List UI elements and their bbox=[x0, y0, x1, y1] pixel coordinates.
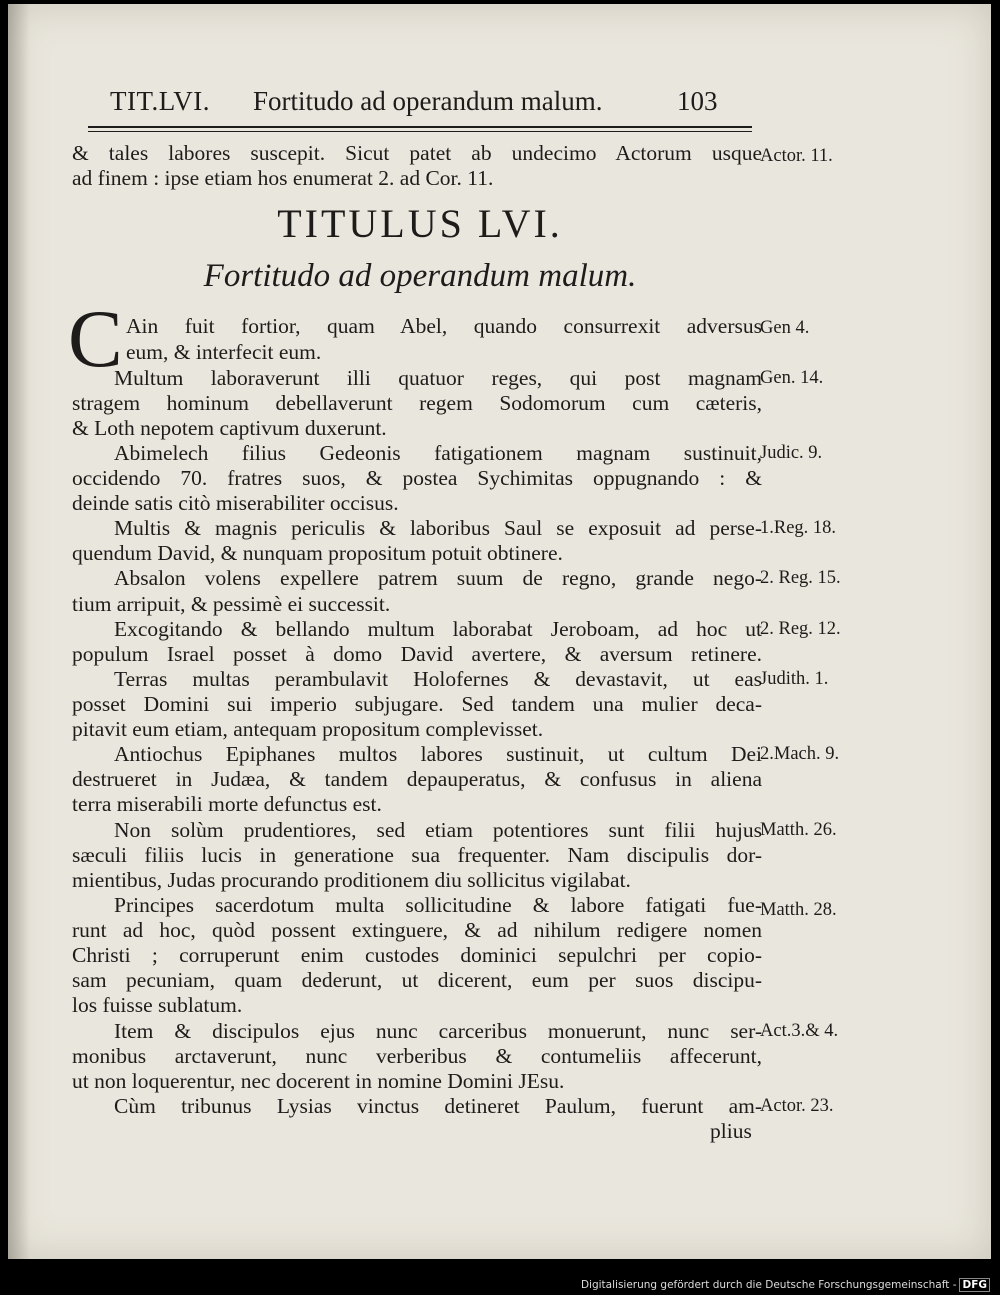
margin-note: Act.3.& 4. bbox=[760, 1021, 839, 1041]
text-line: Ain fuit fortior, quam Abel, quando consurrexit adversus bbox=[126, 314, 762, 338]
text-line: tium arripuit, & pessimè ei successit. bbox=[72, 592, 391, 616]
text-line: mientibus, Judas procurando proditionem diu sollicitus vigilabat. bbox=[72, 868, 631, 892]
digitization-credit bbox=[581, 1279, 990, 1291]
margin-note: Actor. 23. bbox=[760, 1096, 834, 1116]
text-line: pitavit eum etiam, antequam propositum complevisset. bbox=[72, 717, 544, 741]
margin-note: Matth. 26. bbox=[760, 820, 837, 840]
margin-note: 2. Reg. 15. bbox=[760, 568, 841, 588]
margin-note: Matth. 28. bbox=[760, 900, 837, 920]
margin-note: 2. Reg. 12. bbox=[760, 619, 841, 639]
text-line: Multis & magnis periculis & laboribus Saul se exposuit ad perse- bbox=[114, 516, 762, 540]
text-line: eum, & interfecit eum. bbox=[126, 340, 322, 364]
margin-note: Judith. 1. bbox=[760, 669, 829, 689]
text-line: terra miserabili morte defunctus est. bbox=[72, 792, 382, 816]
running-header bbox=[110, 82, 750, 122]
page-number: 103 bbox=[677, 86, 718, 116]
margin-note: 1.Reg. 18. bbox=[760, 518, 837, 538]
header-rule-thin bbox=[88, 131, 752, 132]
margin-note: Gen 4. bbox=[760, 318, 810, 338]
section-title: TITULUS LVI. bbox=[277, 201, 563, 246]
text-line: los fuisse sublatum. bbox=[72, 993, 243, 1017]
catchword: plius bbox=[710, 1119, 752, 1143]
text-line: Absalon volens expellere patrem suum de regno, grande nego- bbox=[114, 566, 762, 590]
text-line: posset Domini sui imperio subjugare. Sed tandem una mulier deca- bbox=[72, 692, 762, 716]
text-line: & Loth nepotem captivum duxerunt. bbox=[72, 416, 387, 440]
binding-shadow bbox=[8, 4, 30, 1259]
running-title-prefix: TIT.LVI. bbox=[110, 86, 210, 116]
margin-note: Gen. 14. bbox=[760, 368, 824, 388]
text-line: Christi ; corruperunt enim custodes dominici sepulchri per copio- bbox=[72, 943, 762, 967]
dfg-logo: DFG bbox=[959, 1278, 990, 1292]
text-line: sæculi filiis lucis in generatione sua frequenter. Nam discipulis dor- bbox=[72, 843, 762, 867]
text-line: quendum David, & nunquam propositum potuit obtinere. bbox=[72, 541, 563, 565]
text-line: runt ad hoc, quòd possent extinguere, & ad nihilum redigere nomen bbox=[72, 918, 762, 942]
text-line: Multum laboraverunt illi quatuor reges, qui post magnam bbox=[114, 366, 762, 390]
text-line: sam pecuniam, quam dederunt, ut dicerent, eum per suos discipu- bbox=[72, 968, 762, 992]
header-rule bbox=[88, 126, 752, 128]
text-line: deinde satis citò miserabiliter occisus. bbox=[72, 491, 399, 515]
margin-note: 2.Mach. 9. bbox=[760, 744, 840, 764]
text-line: Abimelech filius Gedeonis fatigationem magnam sustinuit, bbox=[114, 441, 762, 465]
drop-capital: C bbox=[68, 293, 123, 384]
text-line: populum Israel posset à domo David avertere, & aversum retinere. bbox=[72, 642, 762, 666]
credit-text: Digitalisierung gefördert durch die Deutsche Forschungsgemeinschaft - bbox=[580, 1279, 957, 1291]
text-line: ut non loquerentur, nec docerent in nomine Domini JEsu. bbox=[72, 1069, 565, 1093]
text-line: Non solùm prudentiores, sed etiam potentiores sunt filii hujus bbox=[114, 818, 762, 842]
text-line: destrueret in Judæa, & tandem depauperatus, & confusus in aliena bbox=[72, 767, 762, 791]
text-line: Excogitando & bellando multum laborabat Jeroboam, ad hoc ut bbox=[114, 617, 762, 641]
text-line: Item & discipulos ejus nunc carceribus monuerunt, nunc ser- bbox=[114, 1019, 762, 1043]
text-line: Principes sacerdotum multa sollicitudine & labore fatigati fue- bbox=[114, 893, 762, 917]
section-subtitle: Fortitudo ad operandum malum. bbox=[203, 258, 637, 294]
margin-note: Actor. 11. bbox=[760, 146, 833, 166]
text-line: ad finem : ipse etiam hos enumerat 2. ad Cor. 11. bbox=[72, 166, 494, 190]
text-line: monibus arctaverunt, nunc verberibus & contumeliis affecerunt, bbox=[72, 1044, 762, 1068]
text-line: Antiochus Epiphanes multos labores sustinuit, ut cultum Dei bbox=[114, 742, 762, 766]
text-line: Terras multas perambulavit Holofernes & devastavit, ut eas bbox=[114, 667, 762, 691]
text-line: stragem hominum debellaverunt regem Sodomorum cum cæteris, bbox=[72, 391, 762, 415]
text-line: occidendo 70. fratres suos, & postea Sychimitas oppugnando : & bbox=[72, 466, 762, 490]
running-title: Fortitudo ad operandum malum. bbox=[253, 86, 603, 116]
margin-note: Judic. 9. bbox=[760, 443, 823, 463]
text-line: Cùm tribunus Lysias vinctus detineret Paulum, fuerunt am- bbox=[114, 1094, 762, 1118]
text-line: & tales labores suscepit. Sicut patet ab undecimo Actorum usque bbox=[72, 141, 762, 165]
